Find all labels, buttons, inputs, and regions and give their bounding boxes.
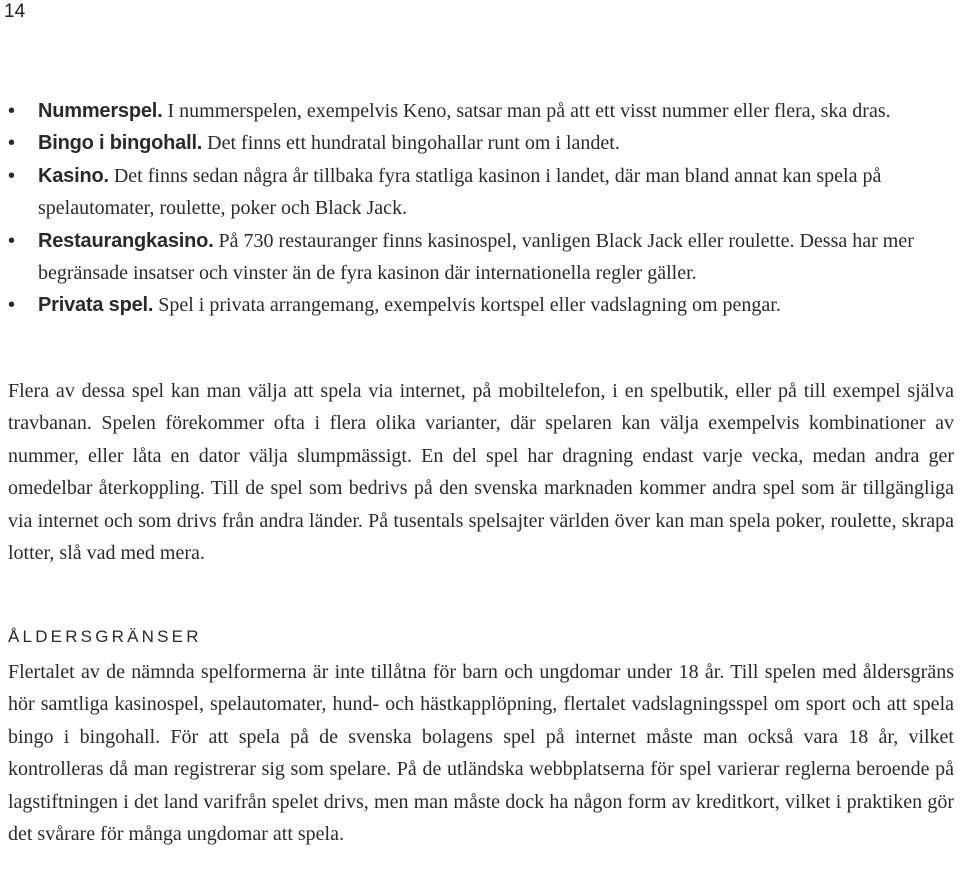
list-item-nummerspel [8, 95, 956, 127]
list-item-text: Det finns ett hundratal bingohallar runt om i landet. [202, 132, 620, 155]
list-item-bingo [8, 127, 956, 159]
list-item-term: Bingo i bingohall. [38, 132, 203, 155]
body-paragraph: Flera av dessa spel kan man välja att spela via internet, på mobiltelefon, i en spelbutik, eller på till exempel själva travbanan. Spelen förekommer ofta i flera olika varianter, där spelaren kan välja exempelvis kombinationer av nummer, eller låta en dator välja slumpmässigt. En del spel har dragning endast varje vecka, medan andra ger omedelbar återkoppling. Till de spel som bedrivs på den svenska marknaden kommer andra spel som är tillgängliga via internet och som drivs från andra länder. På tusentals spelsajter världen över kan man spela poker, roulette, skrapa lotter, slå vad med mera. [8, 380, 954, 565]
list-item-term: Privata spel. [38, 294, 154, 317]
bullet-icon: • [8, 229, 16, 252]
game-types-list [8, 95, 956, 322]
bullet-icon: • [8, 164, 16, 187]
list-item-term: Restaurangkasino. [38, 229, 214, 252]
list-item-term: Nummerspel. [38, 100, 163, 122]
list-item-text: I nummerspelen, exempelvis Keno, satsar man på att ett visst nummer eller flera, ska dras. [162, 100, 891, 122]
bullet-icon: • [8, 132, 16, 155]
section-heading: ÅLDERSGRÄNSER [8, 627, 202, 646]
list-item-restaurangkasino [8, 225, 956, 290]
bullet-icon: • [8, 294, 16, 317]
section-paragraph: Flertalet av de nämnda spelformerna är inte tillåtna för barn och ungdomar under 18 år. Till spelen med åldersgräns hör samtliga kasinospel, spelautomater, hund- och hästkapplöpning, flertalet vadslagningsspel om sport och att spela bingo i bingohall. För att spela på de svenska bolagens spel på internet måste man också vara 18 år, vilket kontrolleras då man registrerar sig som spelare. På de utländska webbplatserna för spel varierar reglerna beroende på lagstiftningen i det land varifrån spelet drivs, men man måste dock ha någon form av kreditkort, vilket i praktiken gör det svårare för många ungdomar att spela. [8, 661, 954, 846]
list-item-privata-spel [8, 289, 956, 321]
list-item-text: På 730 restauranger finns kasinospel, vanligen Black Jack eller roulette. Dessa har mer begränsade insatser och vinster än de fyra kasinon där internationella regler gäller. [38, 229, 914, 285]
list-item-term: Kasino. [38, 164, 109, 187]
list-item-text: Det finns sedan några år tillbaka fyra statliga kasinon i landet, där man bland annat kan spela på spelautomater, roulette, poker och Black Jack. [38, 164, 882, 220]
list-item-kasino [8, 160, 956, 225]
page-number: 14 [4, 1, 26, 22]
bullet-icon: • [8, 100, 16, 122]
list-item-text: Spel i privata arrangemang, exempelvis kortspel eller vadslagning om pengar. [153, 294, 781, 317]
